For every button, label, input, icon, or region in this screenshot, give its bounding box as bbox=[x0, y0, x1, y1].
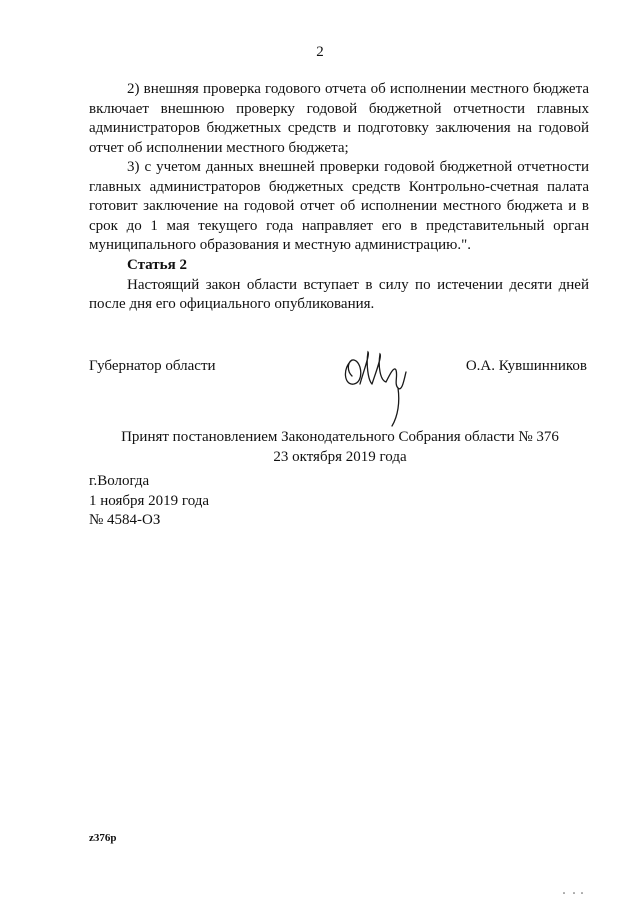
signing-date: 1 ноября 2019 года bbox=[89, 492, 210, 509]
handwritten-signature bbox=[338, 340, 418, 430]
page-number: 2 bbox=[316, 44, 324, 60]
adoption-line-1: Принят постановлением Законодательного Собрания области № 376 bbox=[121, 429, 559, 445]
adoption-note bbox=[0, 428, 640, 467]
signatory-name: О.А. Кувшинников bbox=[465, 358, 587, 374]
article-title: Статья 2 bbox=[127, 257, 187, 273]
article-text: Настоящий закон области вступает в силу по истечении десяти дней после дня его официального опубликования. bbox=[89, 276, 589, 312]
scan-marks bbox=[560, 890, 590, 896]
paragraph-item-3: 3) с учетом данных внешней проверки годовой бюджетной отчетности главных администраторов бюджетных средств Контрольно-счетная палата готовит заключение на годовой отчет об исполнении местного бюджета и в срок до 1 мая текущего года направляет его в представительный орган муниципального образования и местную администрацию.". bbox=[89, 159, 589, 253]
adoption-line-2: 23 октября 2019 года bbox=[273, 448, 407, 465]
city: г.Вологда bbox=[89, 473, 150, 489]
paragraph-item-2: 2) внешняя проверка годового отчета об исполнении местного бюджета включает внешнюю проверку годовой бюджетной отчетности главных администраторов бюджетных средств и подготовку заключения на годовой отчет об исполнении местного бюджета; bbox=[89, 81, 589, 156]
document-code: z376р bbox=[89, 832, 117, 844]
law-number: № 4584-ОЗ bbox=[89, 512, 161, 528]
law-body-text bbox=[89, 80, 589, 256]
signatory-position: Губернатор области bbox=[89, 358, 216, 374]
article-2-section bbox=[89, 256, 589, 315]
place-date-number bbox=[89, 472, 209, 531]
